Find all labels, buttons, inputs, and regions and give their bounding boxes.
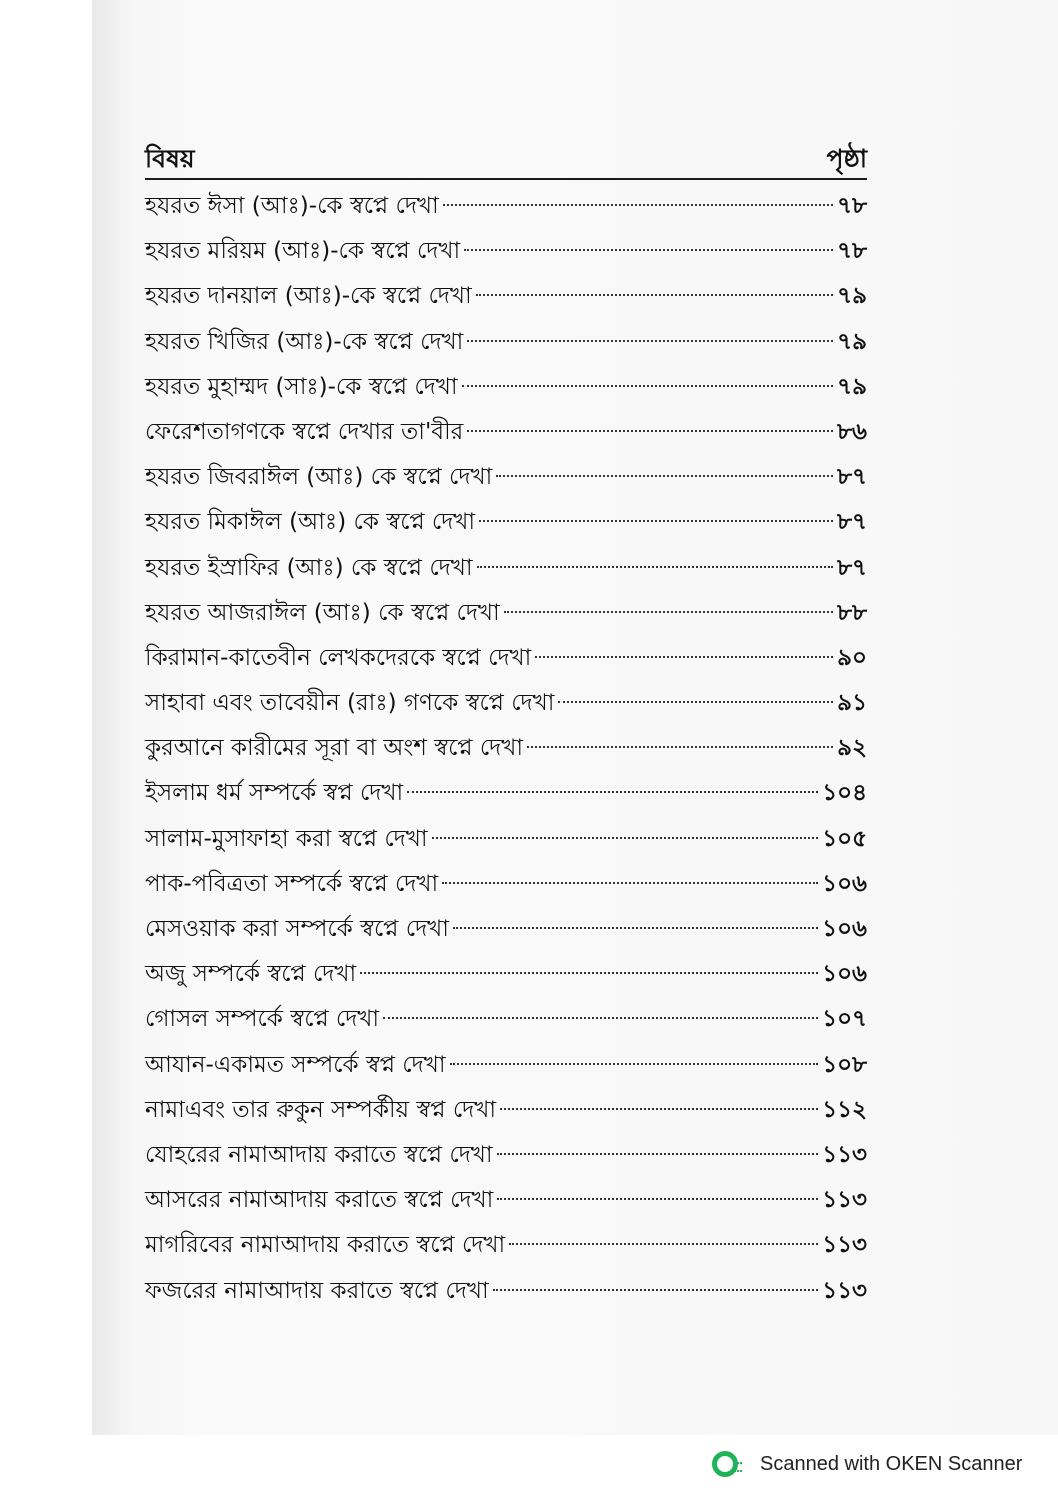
dot-leader <box>453 927 818 929</box>
toc-entry-title: ফজরের নামাআদায় করাতে স্বপ্নে দেখা <box>145 1277 489 1304</box>
toc-entry-title: পাক-পবিত্রতা সম্পর্কে স্বপ্নে দেখা <box>145 870 439 897</box>
dot-leader <box>467 430 833 432</box>
dot-leader <box>535 656 833 658</box>
scanner-watermark-text: Scanned with OKEN Scanner <box>760 1452 1023 1475</box>
toc-entry-title: হযরত মিকাঈল (আঃ) কে স্বপ্নে দেখা <box>145 509 476 536</box>
dot-leader <box>558 701 833 703</box>
toc-entry-title: আযান-একামত সম্পর্কে স্বপ্ন দেখা <box>145 1051 446 1078</box>
toc-row <box>145 229 867 274</box>
toc-entry-page: ৮৮ <box>837 599 867 626</box>
toc-row <box>145 952 867 997</box>
toc-entry-page: ১০৪ <box>822 780 867 807</box>
toc-entry-title: যোহরের নামাআদায় করাতে স্বপ্নে দেখা <box>145 1141 493 1168</box>
toc-row <box>145 320 867 365</box>
table-of-contents <box>145 138 867 1314</box>
dot-leader <box>442 882 818 884</box>
toc-row <box>145 817 867 862</box>
dot-leader <box>450 1063 819 1065</box>
toc-entry-title: হযরত জিবরাঈল (আঃ) কে স্বপ্নে দেখা <box>145 464 493 491</box>
toc-row <box>145 1133 867 1178</box>
toc-entry-page: ৭৯ <box>837 328 867 355</box>
toc-entry-title: গোসল সম্পর্কে স্বপ্নে দেখা <box>145 1006 380 1033</box>
toc-entry-page: ১০৬ <box>822 870 867 897</box>
toc-entry-page: ১০৬ <box>822 961 867 988</box>
toc-row <box>145 1269 867 1314</box>
toc-row <box>145 726 867 771</box>
toc-header <box>145 138 867 180</box>
toc-entry-title: সালাম-মুসাফাহা করা স্বপ্নে দেখা <box>145 825 428 852</box>
dot-leader <box>479 520 833 522</box>
dot-leader <box>493 1289 819 1291</box>
toc-entry-title: মেসওয়াক করা সম্পর্কে স্বপ্নে দেখা <box>145 916 449 942</box>
toc-entry-page: ১১২ <box>822 1096 867 1123</box>
subject-column-label: বিষয় <box>145 144 195 173</box>
toc-entries <box>145 184 867 1314</box>
toc-entry-title: হযরত খিজির (আঃ)-কে স্বপ্নে দেখা <box>145 328 464 355</box>
dot-leader <box>500 1108 818 1110</box>
toc-entry-title: কুরআনে কারীমের সূরা বা অংশ স্বপ্নে দেখা <box>145 735 524 762</box>
toc-entry-page: ১০৬ <box>822 916 867 942</box>
dot-leader <box>504 611 833 613</box>
toc-row <box>145 184 867 229</box>
toc-entry-page: ৮৭ <box>837 554 867 581</box>
toc-row <box>145 636 867 681</box>
dot-leader <box>509 1243 818 1245</box>
toc-entry-page: ৮৬ <box>837 418 867 445</box>
toc-row <box>145 997 867 1042</box>
toc-row <box>145 907 867 952</box>
dot-leader <box>477 566 834 568</box>
toc-entry-page: ৭৯ <box>837 283 867 310</box>
toc-row <box>145 1043 867 1088</box>
toc-entry-page: ৮৭ <box>837 464 867 491</box>
toc-entry-title: হযরত মরিয়ম (আঃ)-কে স্বপ্নে দেখা <box>145 238 461 265</box>
toc-row <box>145 410 867 455</box>
scanner-watermark <box>712 1446 1022 1482</box>
toc-row <box>145 681 867 726</box>
toc-row <box>145 1088 867 1133</box>
toc-entry-page: ৯১ <box>837 690 867 717</box>
toc-entry-page: ৯০ <box>837 644 867 671</box>
dot-leader <box>497 1153 819 1155</box>
toc-row <box>145 365 867 410</box>
dot-leader <box>497 1198 818 1200</box>
toc-row <box>145 546 867 591</box>
dot-leader <box>383 1017 818 1019</box>
toc-entry-page: ৯২ <box>837 735 867 762</box>
toc-entry-title: আসরের নামাআদায় করাতে স্বপ্নে দেখা <box>145 1187 494 1214</box>
dot-leader <box>407 791 818 793</box>
toc-row <box>145 1223 867 1268</box>
toc-entry-page: ১১৩ <box>822 1277 867 1304</box>
toc-entry-title: ফেরেশতাগণকে স্বপ্নে দেখার তা'বীর <box>145 418 464 445</box>
dot-leader <box>432 837 819 839</box>
dot-leader <box>360 972 818 974</box>
toc-entry-page: ১১৩ <box>822 1232 867 1259</box>
toc-entry-title: নামাএবং তার রুকুন সম্পর্কীয় স্বপ্ন দেখা <box>145 1096 497 1123</box>
toc-entry-page: ১০৫ <box>822 825 867 852</box>
toc-row <box>145 862 867 907</box>
toc-row <box>145 771 867 816</box>
toc-entry-title: অজু সম্পর্কে স্বপ্নে দেখা <box>145 961 357 988</box>
toc-row <box>145 455 867 500</box>
toc-entry-page: ৮৭ <box>837 509 867 536</box>
toc-entry-page: ৭৮ <box>837 238 867 265</box>
dot-leader <box>443 204 833 206</box>
toc-entry-page: ১১৩ <box>822 1141 867 1168</box>
toc-entry-title: কিরামান-কাতেবীন লেখকদেরকে স্বপ্নে দেখা <box>145 644 532 671</box>
dot-leader <box>496 475 833 477</box>
toc-entry-title: হযরত মুহাম্মদ (সাঃ)-কে স্বপ্নে দেখা <box>145 373 458 400</box>
dot-leader <box>527 746 833 748</box>
dot-leader <box>467 340 833 342</box>
toc-entry-page: ১০৮ <box>822 1051 867 1078</box>
toc-entry-page: ১১৩ <box>822 1187 867 1214</box>
toc-entry-page: ৭৮ <box>837 193 867 219</box>
toc-row <box>145 591 867 636</box>
dot-leader <box>464 249 833 251</box>
toc-entry-title: হযরত আজরাঈল (আঃ) কে স্বপ্নে দেখা <box>145 599 500 626</box>
oken-scanner-logo-icon <box>712 1451 738 1477</box>
toc-entry-title: সাহাবা এবং তাবেয়ীন (রাঃ) গণকে স্বপ্নে দেখা <box>145 690 555 717</box>
dot-leader <box>462 385 834 387</box>
toc-entry-title: ইসলাম ধর্ম সম্পর্কে স্বপ্ন দেখা <box>145 780 404 807</box>
toc-entry-title: মাগরিবের নামাআদায় করাতে স্বপ্নে দেখা <box>145 1232 506 1259</box>
toc-row <box>145 1178 867 1223</box>
toc-entry-title: হযরত ঈসা (আঃ)-কে স্বপ্নে দেখা <box>145 193 439 219</box>
toc-row <box>145 274 867 319</box>
toc-row <box>145 500 867 545</box>
page-column-label: পৃষ্ঠা <box>826 144 867 173</box>
dot-leader <box>476 294 833 296</box>
toc-entry-title: হযরত ইস্রাফির (আঃ) কে স্বপ্নে দেখা <box>145 554 473 581</box>
toc-entry-page: ৭৯ <box>837 373 867 400</box>
toc-entry-title: হযরত দানয়াল (আঃ)-কে স্বপ্নে দেখা <box>145 283 472 310</box>
toc-entry-page: ১০৭ <box>822 1006 867 1033</box>
